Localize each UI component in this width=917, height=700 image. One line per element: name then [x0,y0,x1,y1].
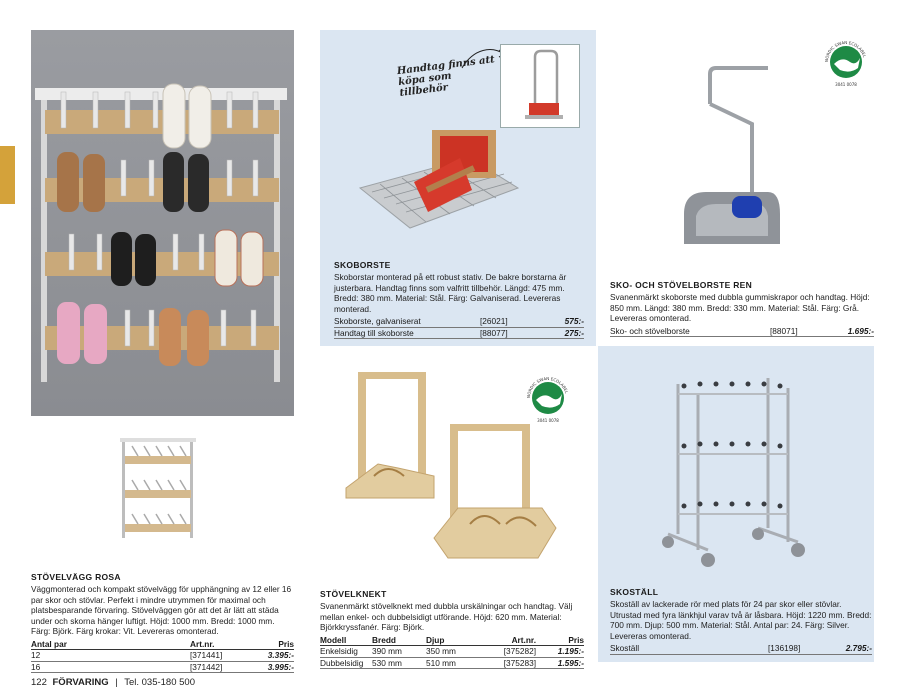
col-artnr: Art.nr. [190,638,215,649]
swan-ecolabel-logo [822,38,870,92]
row-name: Skoställ [610,643,640,654]
boot-jack-table-header [320,635,584,647]
row-depth: 350 mm [426,646,456,657]
col-pris: Pris [278,638,294,649]
shoe-rack-description: Skoställ av lackerade rör med plats för 24 par skor eller stövlar. Utrustad med fyra länkhjul varav två är låsbara. Höjd: 1220 mm. Bredd: 700 mm. Djup: 500 mm. Material: Stål. Antal par: 24. Färg: Silver. Levereras omonterad. [610,599,872,641]
shoe-brush-title: SKOBORSTE [334,260,391,270]
table-row [334,316,584,328]
boot-wall-photo [31,30,294,416]
boot-brush-ren-title: SKO- OCH STÖVELBORSTE REN [610,280,753,290]
row-model: Dubbelsidig [320,657,364,668]
table-row [334,328,584,340]
page-number: 122 [31,677,47,688]
row-model: Enkelsidig [320,646,358,657]
row-depth: 510 mm [426,657,456,668]
row-price: 3.995:- [267,661,294,672]
boot-jack-description: Svanenmärkt stövelknekt med dubbla urskälningar och handtag. Välj mellan enkel- och dubbelsidigt utförande. Höjd: 620 mm. Material: Björkkryssfanér. Färg: Björk. [320,601,573,633]
row-price: 275:- [564,327,584,338]
page-footer [31,677,195,688]
boot-brush-ren-section [610,280,874,337]
row-width: 390 mm [372,646,402,657]
shoe-rack-section [610,587,872,655]
boot-wall-section [31,572,294,673]
col-artnr: Art.nr. [511,634,536,645]
swan-label-text: NORDIC SWAN ECOLABEL [823,39,868,63]
table-row [610,643,872,655]
table-row [31,662,294,674]
boot-wall-illustration [31,30,294,416]
boot-brush-ren-image [676,64,786,264]
boot-wall-description: Väggmonterad och kompakt stövelvägg för upphängning av 12 eller 16 par skor och stövlar. Perfekt i mindre utrymmen för maximal och platsbesparande förvaring. Stövelväggen gör att det är lätt att städa under och skorna hänger luftigt. Höjd: 1000 mm. Bredd: 1000 mm. Färg: Björk. Färg krokar: Vit. Levereras omonterad. [31,584,292,637]
table-row [610,326,874,338]
row-name: 16 [31,661,41,672]
col-bredd: Bredd [372,634,396,645]
boot-wall-product-image [118,434,198,542]
row-name: Skoborste, galvaniserat [334,316,421,327]
boot-wall-table-header [31,639,294,651]
row-price: 1.195:- [557,646,584,657]
boot-jack-title: STÖVELKNEKT [320,589,387,599]
handle-thumbnail [500,44,580,128]
shoe-brush-panel [320,30,596,346]
shoe-brush-section [334,260,584,339]
row-width: 530 mm [372,657,402,668]
row-artnr: [88071] [770,325,798,336]
footer-separator: | [115,677,118,688]
swan-label-code: 3041 0078 [537,418,559,423]
row-artnr: [375282] [503,646,536,657]
shoe-brush-image [340,118,520,244]
row-artnr: [88077] [480,327,508,338]
col-antal-par: Antal par [31,638,67,649]
row-artnr: [371441] [190,650,223,661]
boot-brush-ren-description: Svanenmärkt skoborste med dubbla gummiskrapor och handtag. Höjd: 850 mm. Längd: 380 mm. Bredd: 330 mm. Material: Stål. Färg: Grå. Levereras omonterad. [610,292,870,324]
table-row [320,658,584,670]
boot-wall-title: STÖVELVÄGG ROSA [31,572,121,582]
row-price: 3.395:- [267,650,294,661]
row-price: 1.695:- [847,325,874,336]
shoe-brush-description: Skoborstar monterad på ett robust stativ. De bakre borstarna är justerbara. Handtag finns som valfritt tillbehör. Längd: 475 mm. Bredd: 380 mm. Material: Stål. Färg: Galvaniserad. Levereras monterad. [334,272,567,314]
table-row [320,646,584,658]
row-price: 1.595:- [557,657,584,668]
row-price: 575:- [564,316,584,327]
row-artnr: [26021] [480,316,508,327]
row-name: Sko- och stövelborste [610,325,690,336]
phone-number: Tel. 035-180 500 [124,677,195,688]
row-artnr: [375283] [503,657,536,668]
row-name: 12 [31,650,41,661]
col-djup: Djup [426,634,445,645]
row-artnr: [371442] [190,661,223,672]
shoe-rack-title: SKOSTÄLL [610,587,659,597]
row-artnr: [136198] [768,643,801,654]
swan-label-code: 3041 0078 [835,82,857,87]
col-modell: Modell [320,634,347,645]
row-name: Handtag till skoborste [334,327,414,338]
boot-jack-section [320,589,584,669]
table-row [31,650,294,662]
boot-jack-image [338,368,560,564]
shoe-rack-image [658,364,808,576]
row-price: 2.795:- [845,643,872,654]
section-name: FÖRVARING [52,677,109,688]
shoe-rack-panel [598,346,874,662]
swan-label-text: NORDIC SWAN ECOLABEL [525,375,570,399]
section-tab-marker [0,146,15,204]
col-pris: Pris [568,634,584,645]
handle-annotation: Handtag finns att köpa som tillbehör [396,54,496,99]
